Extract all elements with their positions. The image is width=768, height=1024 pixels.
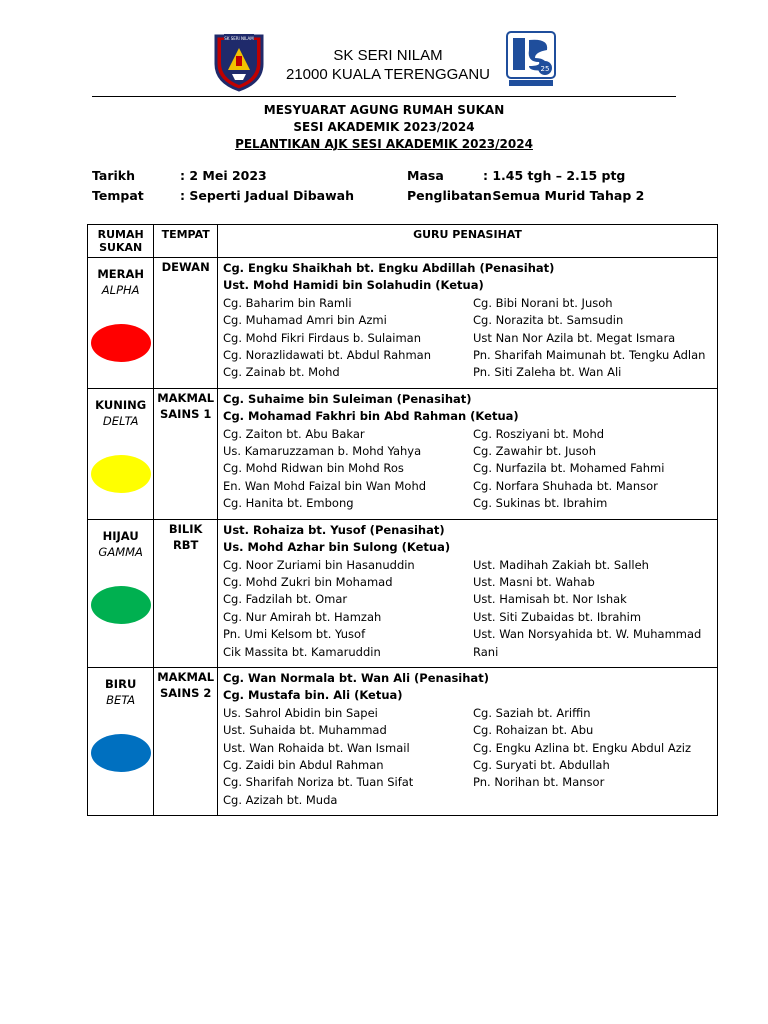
teacher-column-1: [223, 426, 473, 513]
house-cell: [88, 667, 154, 815]
teacher-name: Cg. Zawahir bt. Jusoh: [473, 444, 597, 459]
house-cell: [88, 258, 154, 389]
lead-teacher: Us. Mohd Azhar bin Sulong (Ketua): [223, 540, 451, 555]
lead-teacher: Ust. Mohd Hamidi bin Solahudin (Ketua): [223, 278, 484, 293]
teacher-name: Cg. Zaidi bin Abdul Rahman: [223, 757, 384, 772]
house-code: BETA: [106, 692, 136, 707]
teacher-name: Ust. Hamisah bt. Nor Ishak: [473, 592, 627, 607]
house-code: DELTA: [102, 413, 139, 428]
lead-teacher: Cg. Suhaime bin Suleiman (Penasihat): [223, 391, 472, 406]
place-value: : Seperti Jadual Dibawah: [180, 188, 354, 203]
house-color-swatch: [91, 455, 151, 493]
teacher-name: Cg. Norfara Shuhada bt. Mansor: [473, 478, 658, 493]
teacher-name: Ust. Suhaida bt. Muhammad: [223, 723, 387, 738]
venue-cell: MAKMAL SAINS 2: [154, 667, 218, 815]
teacher-name: Ust. Wan Rohaida bt. Wan Ismail: [223, 740, 410, 755]
teacher-name: Cik Massita bt. Kamaruddin: [223, 644, 381, 659]
house-name: HIJAU: [102, 528, 139, 543]
teacher-name: Pn. Umi Kelsom bt. Yusof: [223, 627, 366, 642]
lead-teacher: Cg. Mustafa bin. Ali (Ketua): [223, 688, 403, 703]
teacher-column-1: [223, 705, 473, 809]
time-value: : 1.45 tgh – 2.15 ptg: [483, 168, 626, 183]
house-color-swatch: [91, 734, 151, 772]
house-color-swatch: [91, 586, 151, 624]
teacher-name: Us. Kamaruzzaman b. Mohd Yahya: [223, 444, 422, 459]
teacher-name: Us. Sahrol Abidin bin Sapei: [223, 705, 378, 720]
teacher-name: Cg. Rosziyani bt. Mohd: [473, 426, 605, 441]
teacher-name: Pn. Norihan bt. Mansor: [473, 775, 605, 790]
table-row: [88, 258, 718, 389]
header-divider: [92, 96, 676, 97]
teacher-column-1: [223, 557, 473, 661]
anniversary-emblem-logo: [505, 30, 557, 88]
venue-cell: DEWAN: [154, 258, 218, 389]
house-code: GAMMA: [98, 544, 143, 559]
teacher-name: Cg. Engku Azlina bt. Engku Abdul Aziz: [473, 740, 691, 755]
teacher-column-2: [473, 295, 713, 382]
teacher-name: Cg. Sharifah Noriza bt. Tuan Sifat: [223, 775, 414, 790]
teacher-name: Cg. Mohd Fikri Firdaus b. Sulaiman: [223, 330, 422, 345]
participants-label: Penglibatan: [407, 188, 492, 203]
teacher-name: Cg. Azizah bt. Muda: [223, 792, 338, 807]
teachers-cell: [218, 667, 718, 815]
teachers-cell: [218, 519, 718, 667]
teacher-name: En. Wan Mohd Faizal bin Wan Mohd: [223, 478, 427, 493]
teacher-name: Cg. Zainab bt. Mohd: [223, 365, 340, 380]
table-row: [88, 388, 718, 519]
lead-teacher: Cg. Mohamad Fakhri bin Abd Rahman (Ketua): [223, 409, 519, 424]
teachers-cell: [218, 258, 718, 389]
title-line-2: SESI AKADEMIK 2023/2024: [293, 120, 475, 134]
teacher-name: Cg. Mohd Ridwan bin Mohd Ros: [223, 461, 404, 476]
house-cell: [88, 519, 154, 667]
teacher-column-2: [473, 705, 713, 809]
teacher-name: Cg. Sukinas bt. Ibrahim: [473, 496, 608, 511]
venue-cell: BILIK RBT: [154, 519, 218, 667]
header-teachers: GURU PENASIHAT: [218, 225, 718, 258]
house-name: MERAH: [97, 267, 145, 281]
house-code: ALPHA: [101, 283, 140, 297]
teacher-name: Cg. Suryati bt. Abdullah: [473, 757, 610, 772]
teacher-name: Cg. Norazita bt. Samsudin: [473, 313, 624, 328]
svg-text:SK SERI NILAM: SK SERI NILAM: [224, 36, 254, 41]
participants-value: : Semua Murid Tahap 2: [483, 188, 645, 203]
teacher-name: Pn. Sharifah Maimunah bt. Tengku Adlan: [473, 348, 706, 363]
teacher-column-2: [473, 426, 713, 513]
lead-teacher: Cg. Wan Normala bt. Wan Ali (Penasihat): [223, 670, 489, 685]
teacher-name: Ust Nan Nor Azila bt. Megat Ismara: [473, 330, 676, 345]
date-value: : 2 Mei 2023: [180, 168, 267, 183]
teacher-name: Cg. Bibi Norani bt. Jusoh: [473, 295, 613, 310]
teacher-name: Cg. Mohd Zukri bin Mohamad: [223, 574, 393, 589]
title-line-3: PELANTIKAN AJK SESI AKADEMIK 2023/2024: [235, 137, 533, 151]
teacher-name: Cg. Saziah bt. Ariffin: [473, 705, 591, 720]
teacher-name: Cg. Noor Zuriami bin Hasanuddin: [223, 557, 415, 572]
meeting-titles: [92, 102, 676, 153]
school-address: 21000 KUALA TERENGGANU: [286, 66, 490, 83]
header-venue: TEMPAT: [154, 225, 218, 258]
lead-teacher: Cg. Engku Shaikhah bt. Engku Abdillah (Penasihat): [223, 261, 555, 275]
lead-teacher: Ust. Rohaiza bt. Yusof (Penasihat): [223, 522, 445, 537]
school-crest-logo: [210, 30, 268, 92]
teacher-name: Ust. Siti Zubaidas bt. Ibrahim: [473, 609, 642, 624]
venue-cell: MAKMAL SAINS 1: [154, 388, 218, 519]
teacher-columns: [223, 295, 713, 382]
school-heading: [268, 46, 508, 84]
teacher-name: Cg. Norazlidawati bt. Abdul Rahman: [223, 348, 431, 363]
teacher-column-1: [223, 295, 473, 382]
teacher-name: Cg. Rohaizan bt. Abu: [473, 723, 594, 738]
teacher-name: Cg. Nur Amirah bt. Hamzah: [223, 609, 382, 624]
teacher-columns: [223, 557, 713, 661]
house-cell: [88, 388, 154, 519]
teacher-name: Ust. Madihah Zakiah bt. Salleh: [473, 557, 649, 572]
teacher-name: Cg. Hanita bt. Embong: [223, 496, 354, 511]
house-color-swatch: [91, 324, 151, 362]
teacher-name: Cg. Zaiton bt. Abu Bakar: [223, 426, 365, 441]
teacher-name: Cg. Baharim bin Ramli: [223, 295, 352, 310]
house-name: BIRU: [105, 676, 137, 691]
house-name: KUNING: [95, 397, 147, 412]
time-label: Masa: [407, 168, 444, 183]
place-label: Tempat: [92, 188, 144, 203]
svg-text:25: 25: [540, 65, 550, 73]
teachers-cell: [218, 388, 718, 519]
title-line-1: MESYUARAT AGUNG RUMAH SUKAN: [263, 103, 505, 117]
teacher-columns: [223, 426, 713, 513]
date-label: Tarikh: [92, 168, 136, 183]
header-house: RUMAH SUKAN: [88, 225, 154, 258]
school-name: SK SERI NILAM: [333, 47, 443, 64]
teacher-name: Ust. Masni bt. Wahab: [473, 574, 595, 589]
teacher-name: Cg. Muhamad Amri bin Azmi: [223, 313, 387, 328]
teacher-name: Pn. Siti Zaleha bt. Wan Ali: [473, 365, 622, 380]
table-header-row: [88, 225, 718, 258]
table-row: [88, 519, 718, 667]
teacher-name: Cg. Fadzilah bt. Omar: [223, 592, 348, 607]
teacher-name: Ust. Wan Norsyahida bt. W. Muhammad Rani: [473, 627, 702, 659]
table-row: [88, 667, 718, 815]
house-committee-table: [87, 224, 718, 816]
teacher-columns: [223, 705, 713, 809]
teacher-column-2: [473, 557, 713, 661]
teacher-name: Cg. Nurfazila bt. Mohamed Fahmi: [473, 461, 665, 476]
